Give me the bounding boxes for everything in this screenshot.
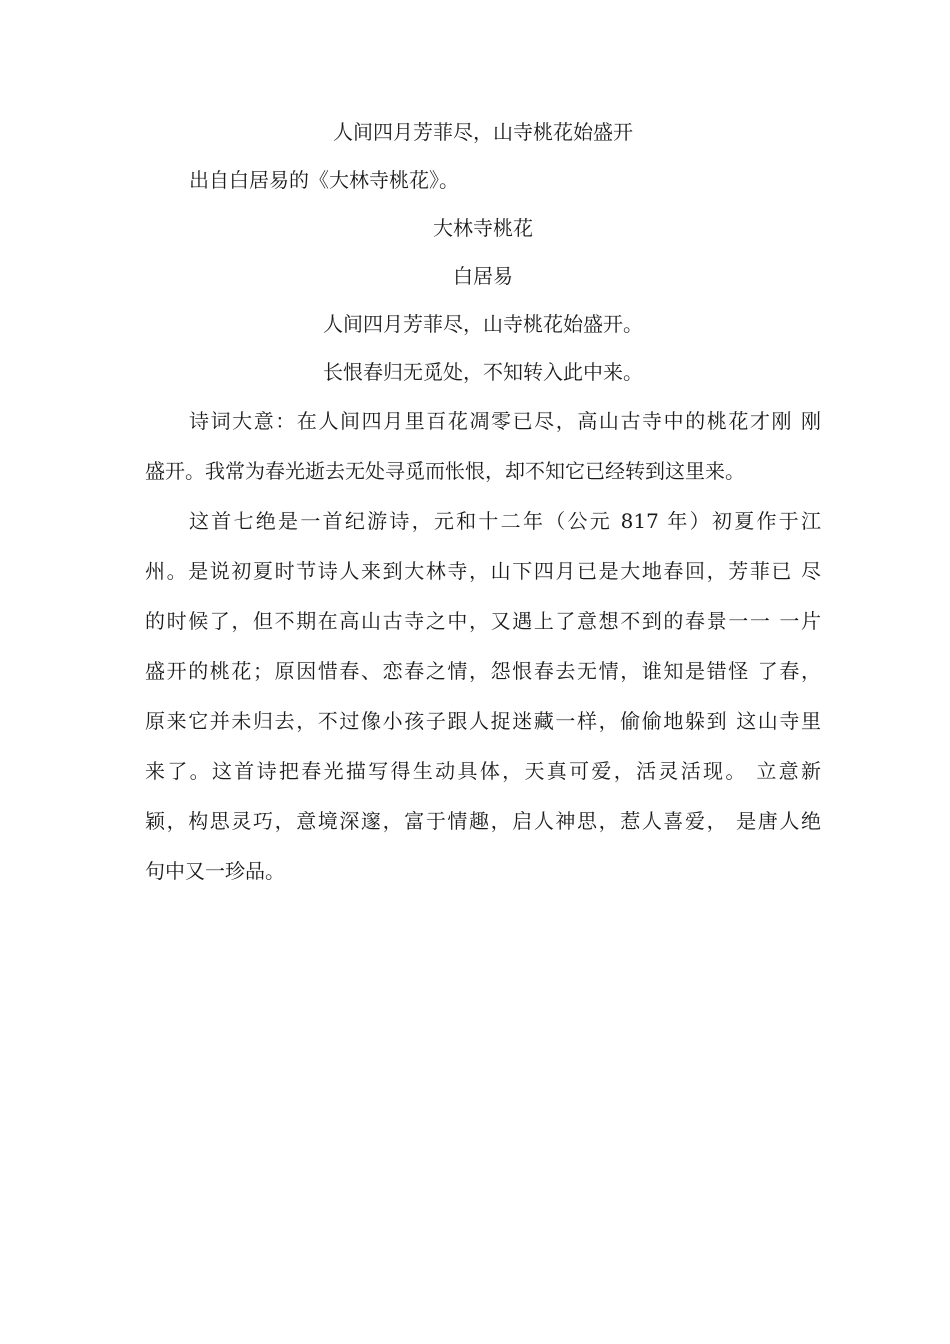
paragraph-line: 的时候了，但不期在高山古寺之中，又遇上了意想不到的春景一一 一片	[145, 609, 821, 633]
paragraph-line: 盛开。我常为春光逝去无处寻觅而怅恨，却不知它已经转到这里来。	[145, 459, 745, 483]
paragraph-line: 盛开的桃花；原因惜春、恋春之情，怨恨春去无情，谁知是错怪 了春，	[145, 659, 821, 683]
poem-title: 大林寺桃花	[433, 216, 533, 240]
document-body	[145, 118, 821, 896]
poem-line: 长恨春归无觅处，不知转入此中来。	[323, 360, 643, 384]
poem-author: 白居易	[453, 264, 513, 288]
paragraph-line: 句中又一珍品。	[145, 859, 285, 883]
paragraph-commentary	[145, 496, 821, 896]
paragraph-line: 颖，构思灵巧，意境深邃，富于情趣，启人神思，惹人喜爱， 是唐人绝	[145, 809, 821, 833]
paragraph-meaning	[145, 396, 821, 496]
paragraph-line: 州。是说初夏时节诗人来到大林寺，山下四月已是大地春回，芳菲已 尽	[145, 559, 821, 583]
source-line: 出自白居易的《大林寺桃花》。	[189, 168, 459, 192]
poem-line: 人间四月芳菲尽，山寺桃花始盛开。	[323, 312, 643, 336]
paragraph-line: 诗词大意：在人间四月里百花凋零已尽，高山古寺中的桃花才刚 刚	[189, 409, 821, 433]
document-heading: 人间四月芳菲尽，山寺桃花始盛开	[333, 120, 633, 144]
paragraph-line: 这首七绝是一首纪游诗，元和十二年（公元 817 年）初夏作于江	[189, 509, 821, 533]
paragraph-line: 来了。这首诗把春光描写得生动具体，天真可爱，活灵活现。 立意新	[145, 759, 821, 783]
paragraph-line: 原来它并未归去，不过像小孩子跟人捉迷藏一样，偷偷地躲到 这山寺里	[145, 709, 821, 733]
